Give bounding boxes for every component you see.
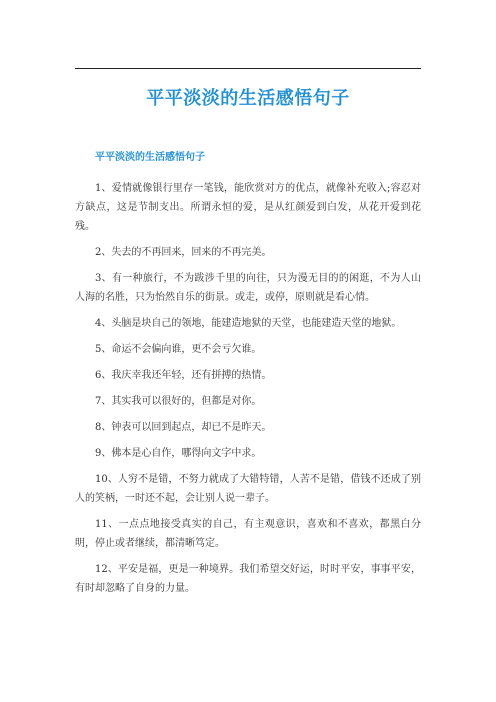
paragraph-1: 1、爱情就像银行里存一笔钱，能欣赏对方的优点，就像补充收入;容忍对方缺点，这是节制支出。所谓永恒的爱，是从红颜爱到白发，从花开爱到花残。 [75, 183, 421, 232]
paragraph-12: 12、平安是福，更是一种境界。我们希望交好运，时时平安，事事平安，有时却忽略了自身的力量。 [75, 564, 421, 594]
paragraph-8: 8、钟表可以回到起点，却已不是昨天。 [95, 422, 272, 433]
paragraph-5: 5、命运不会偏向谁，更不会亏欠谁。 [95, 344, 262, 355]
paragraph-6: 6、我庆幸我还年轻，还有拼搏的热情。 [95, 370, 272, 381]
document-title: 平平淡淡的生活感悟句子 [146, 88, 350, 109]
paragraph-11: 11、一点点地接受真实的自己，有主观意识，喜欢和不喜欢，都黑白分明，停止或者继续，都清晰笃定。 [75, 519, 421, 549]
header-rule [75, 68, 421, 69]
paragraph-3: 3、有一种旅行，不为跋涉千里的向往，只为漫无目的的闲逛，不为人山人海的名胜，只为怡然自乐的街景。或走，或停，原则就是看心情。 [75, 273, 421, 303]
document-body [75, 150, 421, 605]
paragraph-10: 10、人穷不是错，不努力就成了大错特错，人苦不是错，借钱不还成了别人的笑柄，一时还不起，会让别人说一辈子。 [75, 474, 421, 504]
paragraph-2: 2、失去的不再回来，回来的不再完美。 [95, 247, 272, 258]
section-heading: 平平淡淡的生活感悟句子 [95, 152, 205, 163]
paragraph-7: 7、其实我可以很好的，但都是对你。 [95, 396, 262, 407]
paragraph-9: 9、佛本是心自作，哪得向文字中求。 [95, 448, 262, 459]
paragraph-4: 4、头脑是块自己的领地，能建造地狱的天堂，也能建造天堂的地狱。 [95, 318, 402, 329]
